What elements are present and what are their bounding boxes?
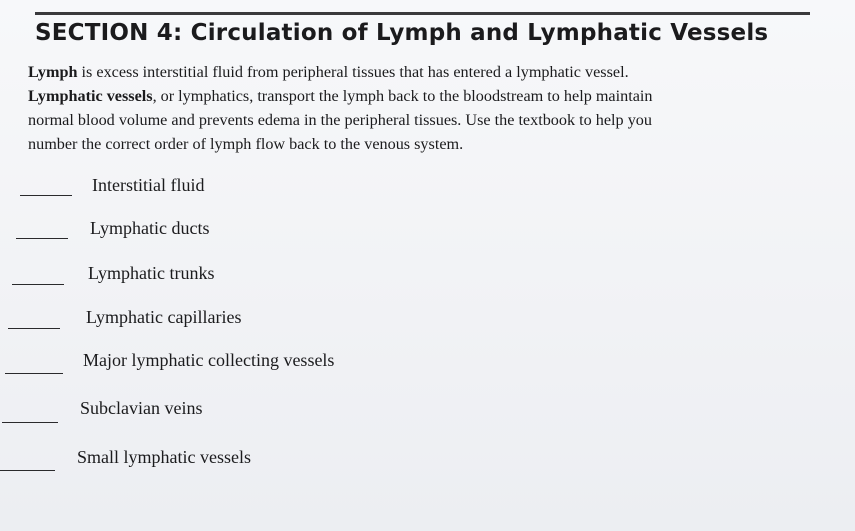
answer-blank[interactable] [0,470,55,471]
item-label: Interstitial fluid [92,175,205,195]
item-label: Lymphatic ducts [90,218,210,238]
answer-blank[interactable] [12,284,64,285]
item-label: Subclavian veins [80,398,203,418]
answer-blank[interactable] [2,422,58,423]
term-lymph: Lymph [28,63,78,81]
section-title: Circulation of Lymph and Lymphatic Vessels [190,20,769,46]
item-label: Lymphatic capillaries [86,307,242,327]
intro-line-2 [28,84,828,108]
answer-blank[interactable] [5,373,63,374]
item-label: Small lymphatic vessels [77,447,251,467]
section-number: SECTION 4: [35,20,183,46]
section-heading [35,20,825,46]
intro-line-4: number the correct order of lymph flow back to the venous system. [28,135,464,153]
intro-line-1 [28,60,828,84]
answer-blank[interactable] [16,238,68,239]
intro-paragraph [28,60,828,156]
answer-blank[interactable] [8,328,60,329]
item-label: Lymphatic trunks [88,263,215,283]
answer-blank[interactable] [20,195,72,196]
item-label: Major lymphatic collecting vessels [83,350,335,370]
intro-line-2-text: , or lymphatics, transport the lymph back to the bloodstream to help maintain [152,87,653,105]
intro-line-3: normal blood volume and prevents edema in the peripheral tissues. Use the textbook to help you [28,111,652,129]
term-lymphatic-vessels: Lymphatic vessels [28,87,153,105]
top-rule [35,12,810,15]
intro-line-1-text: is excess interstitial fluid from peripheral tissues that has entered a lymphatic vessel. [77,63,629,81]
